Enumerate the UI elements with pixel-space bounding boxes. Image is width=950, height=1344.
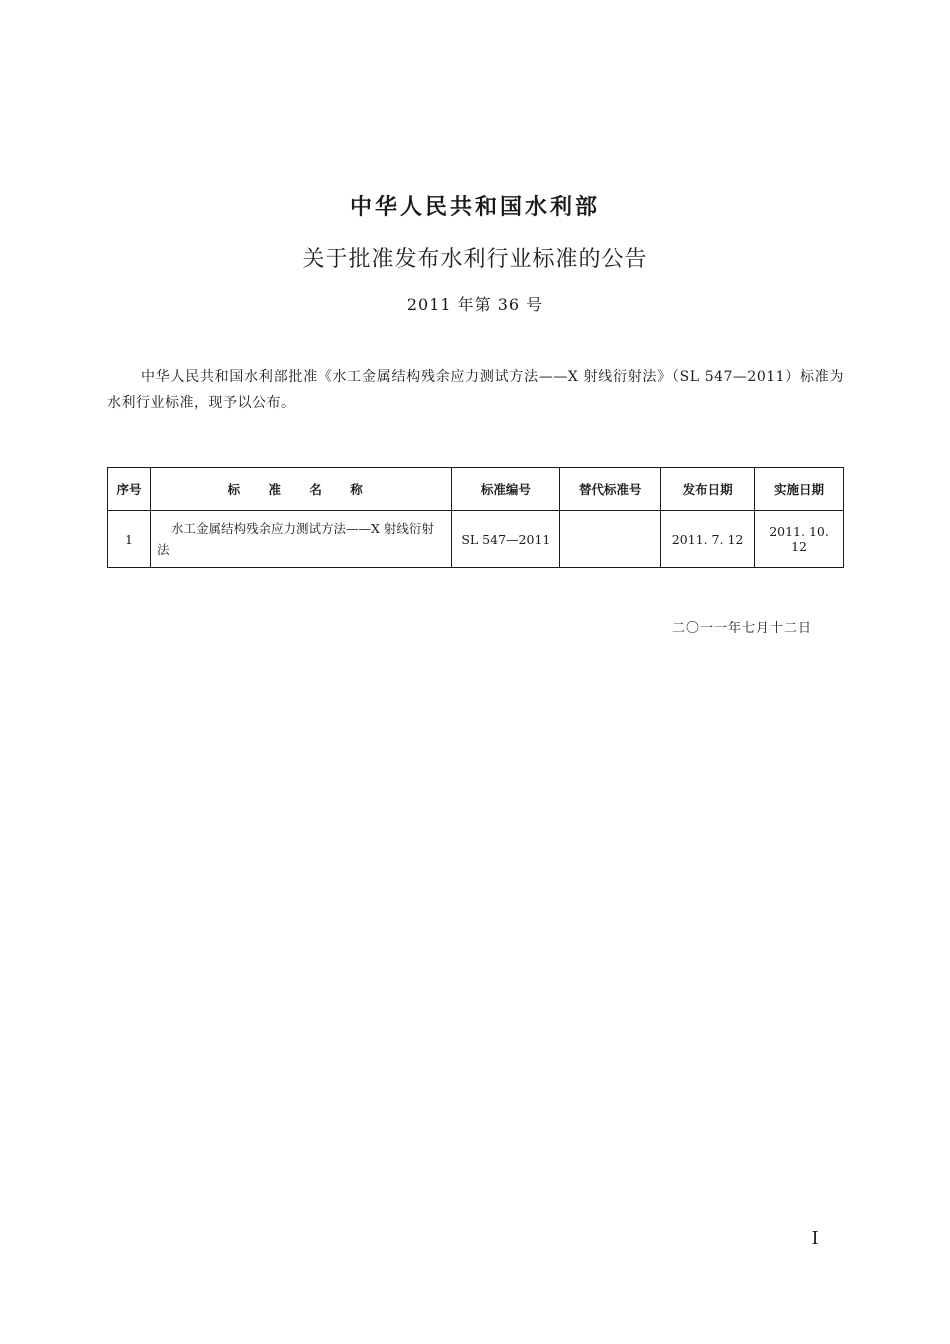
ministry-title: 中华人民共和国水利部 bbox=[349, 195, 600, 220]
header-serial: 序号 bbox=[108, 468, 151, 511]
announcement-paragraph: 中华人民共和国水利部批准《水工金属结构残余应力测试方法——X 射线衍射法》（SL 547—2011）标准为水利行业标准，现予以公布。 bbox=[107, 369, 844, 411]
header-standard-code: 标准编号 bbox=[452, 468, 560, 511]
table-header-row bbox=[108, 468, 844, 511]
cell-issue-date: 2011. 7. 12 bbox=[661, 511, 755, 568]
header-effective-date: 实施日期 bbox=[755, 468, 844, 511]
cell-serial: 1 bbox=[108, 511, 151, 568]
cell-standard-code: SL 547—2011 bbox=[452, 511, 560, 568]
standards-table bbox=[107, 467, 844, 568]
announcement-number: 2011 年第 36 号 bbox=[406, 295, 544, 314]
table-row bbox=[108, 511, 844, 568]
page-number: I bbox=[811, 1228, 819, 1249]
cell-standard-name: 水工金属结构残余应力测试方法——X 射线衍射法 bbox=[150, 511, 451, 568]
signature-date: 二〇一一年七月十二日 bbox=[671, 621, 812, 636]
cell-effective-date: 2011. 10. 12 bbox=[755, 511, 844, 568]
cell-replaces bbox=[560, 511, 661, 568]
header-replaces: 替代标准号 bbox=[560, 468, 661, 511]
header-issue-date: 发布日期 bbox=[661, 468, 755, 511]
header-standard-name: 标 准 名 称 bbox=[150, 468, 451, 511]
announcement-title: 关于批准发布水利行业标准的公告 bbox=[302, 247, 648, 272]
